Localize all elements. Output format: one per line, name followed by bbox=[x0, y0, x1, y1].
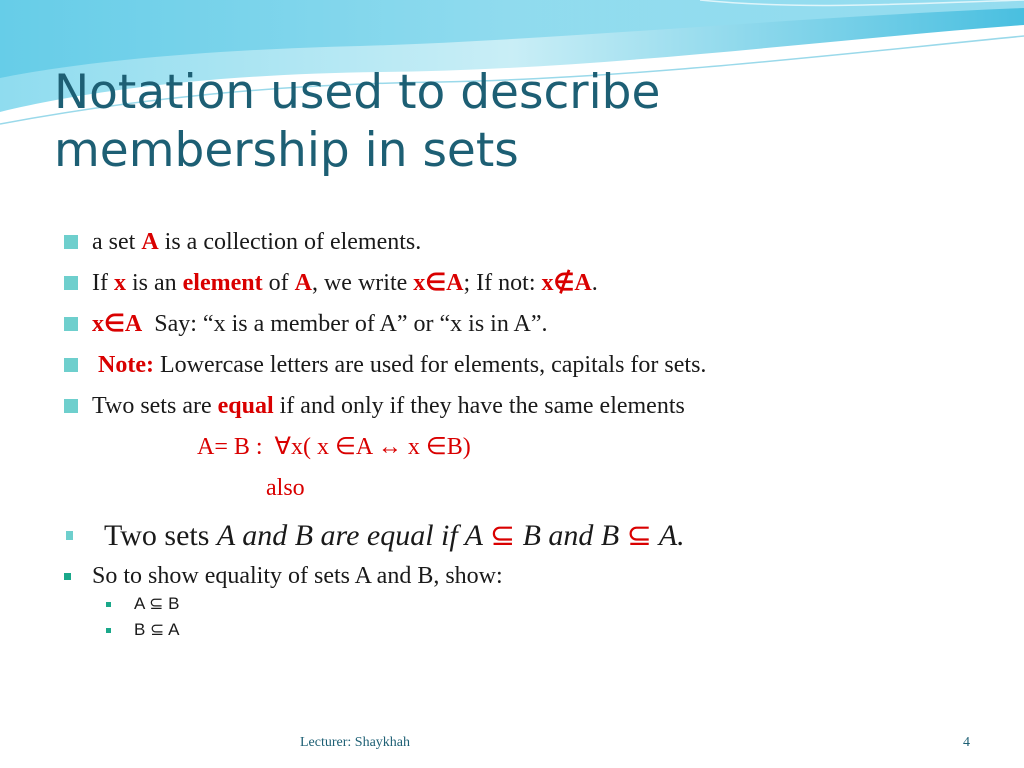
bullet-dot-icon bbox=[106, 602, 111, 607]
also-text: also bbox=[266, 475, 305, 501]
subset-symbol: ⊆ bbox=[626, 519, 652, 552]
title-line-2: membership in sets bbox=[54, 123, 519, 178]
bullet-element-notation bbox=[62, 263, 1002, 304]
text: Two sets are bbox=[92, 393, 218, 419]
set-symbol: A bbox=[141, 229, 159, 255]
bullet-square-icon bbox=[64, 235, 78, 249]
bullet-square-icon bbox=[64, 358, 78, 372]
non-membership-notation: x∉A bbox=[541, 270, 592, 296]
page-number: 4 bbox=[963, 735, 970, 750]
set-symbol: A bbox=[294, 270, 312, 296]
text: of bbox=[262, 270, 295, 296]
text: . bbox=[591, 270, 598, 296]
equality-formula: A= B : ∀x( x ∈A ↔ x ∈B) bbox=[197, 434, 471, 460]
text: a set bbox=[92, 229, 142, 255]
text: Say: “x is a member of A” or “x is in A”. bbox=[142, 311, 548, 337]
text: A ⊆ B bbox=[134, 594, 180, 613]
slide-body bbox=[62, 222, 1002, 643]
bullet-square-icon bbox=[64, 276, 78, 290]
bullet-show-equality bbox=[62, 561, 1002, 591]
sub-bullet-b-subset-a bbox=[62, 617, 1002, 643]
title-line-1: Notation used to describe bbox=[54, 65, 661, 120]
text: ; If not: bbox=[463, 270, 542, 296]
bullet-square-icon bbox=[64, 317, 78, 331]
bullet-dot-icon bbox=[106, 628, 111, 633]
footer-lecturer: Lecturer: Shaykhah bbox=[300, 735, 411, 750]
text: B ⊆ A bbox=[134, 620, 180, 639]
text: if and only if they have the same elements bbox=[273, 393, 685, 419]
membership-notation: x∈A bbox=[92, 311, 143, 337]
text: is an bbox=[125, 270, 183, 296]
keyword-element: element bbox=[182, 270, 263, 296]
subset-symbol: ⊆ bbox=[489, 519, 516, 552]
element-symbol: x bbox=[113, 270, 126, 296]
note-label: Note: bbox=[98, 352, 154, 378]
text: B and B bbox=[515, 519, 627, 552]
bullet-equal-sets bbox=[62, 386, 1002, 427]
keyword-equal: equal bbox=[217, 393, 274, 419]
bullet-square-icon bbox=[66, 531, 73, 540]
text: If bbox=[92, 270, 114, 296]
bullet-square-icon bbox=[64, 399, 78, 413]
text: Lowercase letters are used for elements, capitals for sets. bbox=[153, 352, 707, 378]
sub-bullet-a-subset-b bbox=[62, 591, 1002, 617]
text: A and B are equal if A bbox=[216, 519, 490, 552]
text: is a collection of elements. bbox=[158, 229, 422, 255]
bullet-say bbox=[62, 304, 1002, 345]
text: So to show equality of sets A and B, show: bbox=[92, 563, 503, 589]
bullet-subset-equality bbox=[62, 511, 1002, 561]
text: , we write bbox=[311, 270, 414, 296]
bullet-note bbox=[62, 345, 1002, 386]
slide-title bbox=[54, 64, 954, 180]
text: A. bbox=[651, 519, 685, 552]
membership-notation: x∈A bbox=[413, 270, 464, 296]
bullet-set-definition bbox=[62, 222, 1002, 263]
text: Two sets bbox=[104, 519, 217, 552]
bullet-square-icon bbox=[64, 573, 71, 580]
